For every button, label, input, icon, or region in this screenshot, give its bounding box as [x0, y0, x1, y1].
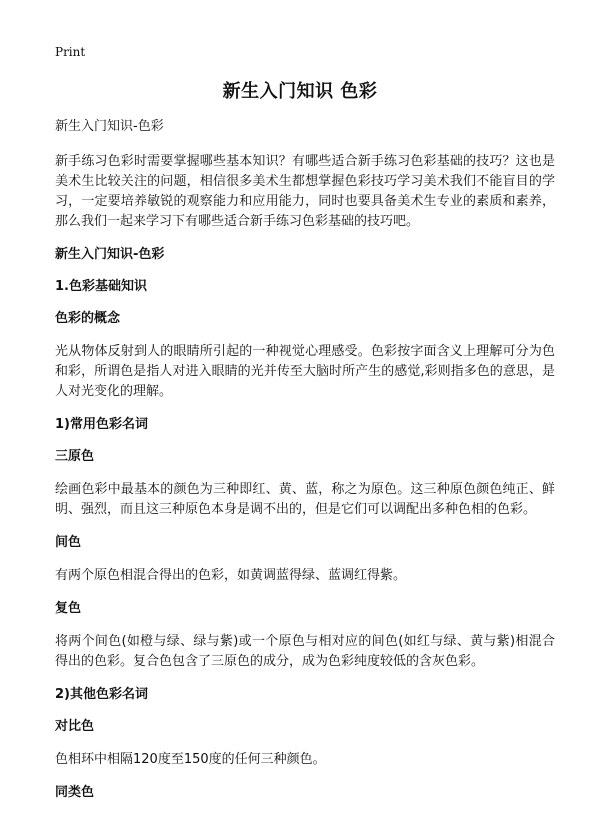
other-terms-heading: 2)其他色彩名词 — [55, 687, 148, 702]
contrast-colors-paragraph: 色相环中相隔120度至150度的任何三种颜色。 — [55, 752, 326, 767]
contrast-colors-heading: 对比色 — [55, 719, 95, 734]
color-concept-heading: 色彩的概念 — [55, 311, 121, 326]
common-terms-heading: 1)常用色彩名词 — [55, 417, 148, 432]
document-subtitle: 新生入门知识-色彩 — [55, 119, 164, 134]
secondary-colors-heading: 间色 — [55, 535, 82, 550]
tertiary-colors-heading: 复色 — [55, 601, 82, 616]
color-concept-paragraph: 光从物体反射到人的眼睛所引起的一种视觉心理感受。色彩按字面含义上理解可分为色和彩，所谓色是指人对进入眼睛的光并传至大脑时所产生的感觉,彩则指多色的意思，是人对光变化的理解。 — [55, 344, 555, 399]
tertiary-colors-paragraph: 将两个间色(如橙与绿、绿与紫)或一个原色与相对应的间色(如红与绿、黄与紫)相混合得出的色彩。复合色包含了三原色的成分，成为色彩纯度较低的含灰色彩。 — [55, 634, 555, 669]
page-title: 新生入门知识 色彩 — [222, 81, 378, 102]
print-link[interactable]: Print — [55, 45, 86, 59]
basic-knowledge-heading: 1.色彩基础知识 — [55, 279, 147, 294]
intro-paragraph: 新手练习色彩时需要掌握哪些基本知识？有哪些适合新手练习色彩基础的技巧？这也是美术生比较关注的问题，相信很多美术生都想掌握色彩技巧学习美术我们不能盲目的学习，一定要培养敏锐的观察能力和应用能力，同时也要具备美术生专业的素质和素养，那么我们一起来学习下有哪些适合新手练习色彩基础的技巧吧。 — [55, 154, 555, 229]
primary-colors-heading: 三原色 — [55, 449, 95, 464]
analogous-colors-heading: 同类色 — [55, 785, 95, 800]
secondary-colors-paragraph: 有两个原色相混合得出的色彩，如黄调蓝得绿、蓝调红得紫。 — [55, 568, 407, 583]
document-body — [55, 118, 555, 816]
primary-colors-paragraph: 绘画色彩中最基本的颜色为三种即红、黄、蓝，称之为原色。这三种原色颜色纯正、鲜明、强烈，而且这三种原色本身是调不出的，但是它们可以调配出多种色相的色彩。 — [55, 482, 555, 517]
section-heading: 新生入门知识-色彩 — [55, 247, 165, 262]
